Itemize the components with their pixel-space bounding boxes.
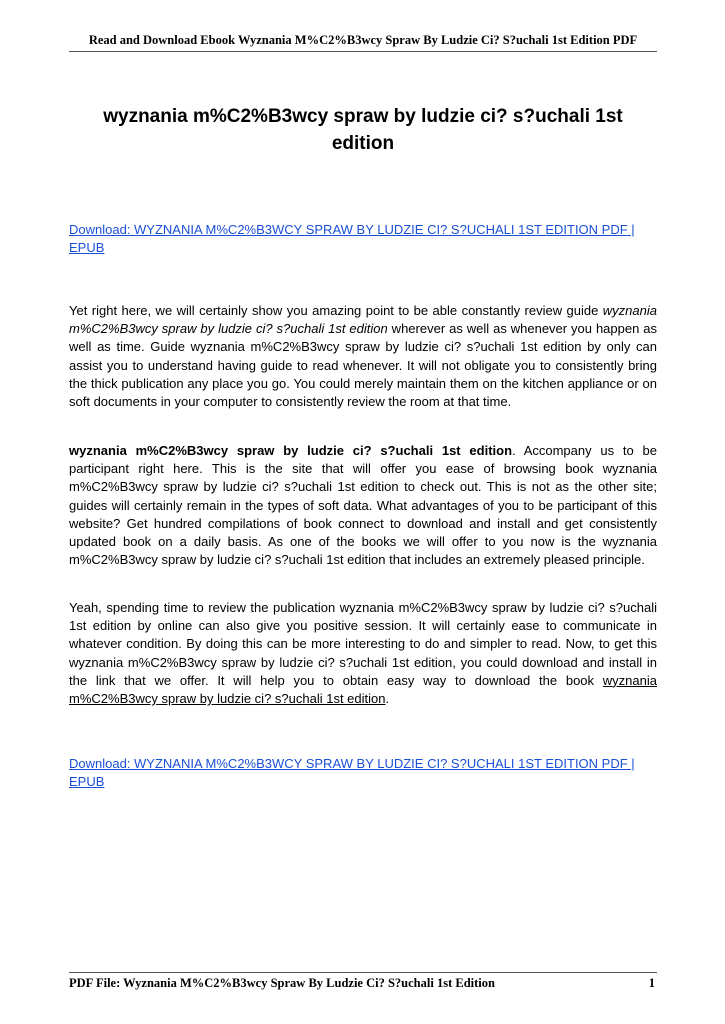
paragraph-3-end: . bbox=[385, 691, 390, 707]
download-link-bottom-line-1: Download: WYZNANIA M%C2%B3WCY SPRAW BY LUDZIE CI? S?UCHALI 1ST EDITION PDF | bbox=[69, 756, 635, 771]
paragraph-1-italic-title: wyznania m%C2%B3wcy spraw by ludzie ci? s?uchali 1st edition bbox=[69, 303, 657, 337]
page-footer bbox=[69, 976, 657, 991]
download-link-bottom-line-2: EPUB bbox=[69, 774, 105, 789]
paragraph-1-intro: Yet right here, we will certainly show you amazing point to be able constantly review guide bbox=[69, 303, 603, 318]
title-line-2: edition bbox=[331, 133, 395, 154]
paragraph-1 bbox=[69, 302, 657, 411]
paragraph-2-rest: . Accompany us to be participant right here. This is the site that will offer you ease of browsing book wyznania m%C2%B3wcy spraw by ludzie ci? s?uchali 1st edition to check out. This is not as the other site; guides will certainly remain in the types of soft data. What advantages of you to be participant of this website? Get hundred compilations of book connect to download and install and get consistently updated book on a daily basis. As one of the books we will offer to you now is the wyznania m%C2%B3wcy spraw by ludzie ci? s?uchali 1st edition that includes an extremely pleased principle. bbox=[69, 443, 658, 568]
paragraph-3-text: Yeah, spending time to review the publication wyznania m%C2%B3wcy spraw by ludzie ci? s?uchali 1st edition by online can also give you positive session. It will certainly ease to communicate in whatever condition. By doing this can be more interesting to do and simpler to read. Now, to get this wyznania m%C2%B3wcy spraw by ludzie ci? s?uchali 1st edition, you could download and install in the link that we offer. It will help you to obtain easy way to download the book bbox=[69, 600, 657, 688]
download-link-top-line-2: EPUB bbox=[69, 240, 105, 255]
header-divider bbox=[69, 51, 657, 52]
footer-file-label: PDF File: Wyznania M%C2%B3wcy Spraw By Ludzie Ci? S?uchali 1st Edition bbox=[69, 976, 495, 990]
footer-divider bbox=[69, 972, 657, 973]
paragraph-2 bbox=[69, 442, 657, 569]
book-inline-link[interactable]: wyznania m%C2%B3wcy spraw by ludzie ci? s?uchali 1st edition bbox=[69, 672, 657, 707]
download-link-bottom[interactable] bbox=[69, 755, 657, 791]
paragraph-3 bbox=[69, 599, 657, 708]
page-number: 1 bbox=[648, 976, 655, 990]
title-line-1: wyznania m%C2%B3wcy spraw by ludzie ci? s?uchali 1st bbox=[103, 106, 623, 127]
document-title bbox=[69, 103, 657, 157]
paragraph-1-rest: wherever as well as whenever you happen as well as time. Guide wyznania m%C2%B3wcy spraw by ludzie ci? s?uchali 1st edition by only can assist you to understand having guide to read whenever. It will not obligate you to consistently bring the thick publication any place you go. You could merely maintain them on the kitchen appliance or on soft documents in your computer to consistently review the room at that time. bbox=[69, 321, 657, 410]
paragraph-2-bold-title: wyznania m%C2%B3wcy spraw by ludzie ci? s?uchali 1st edition bbox=[69, 443, 513, 458]
page-header: Read and Download Ebook Wyznania M%C2%B3wcy Spraw By Ludzie Ci? S?uchali 1st Edition PDF bbox=[88, 33, 638, 47]
download-link-top[interactable] bbox=[69, 221, 657, 257]
download-link-top-line-1: Download: WYZNANIA M%C2%B3WCY SPRAW BY LUDZIE CI? S?UCHALI 1ST EDITION PDF | bbox=[69, 222, 635, 237]
